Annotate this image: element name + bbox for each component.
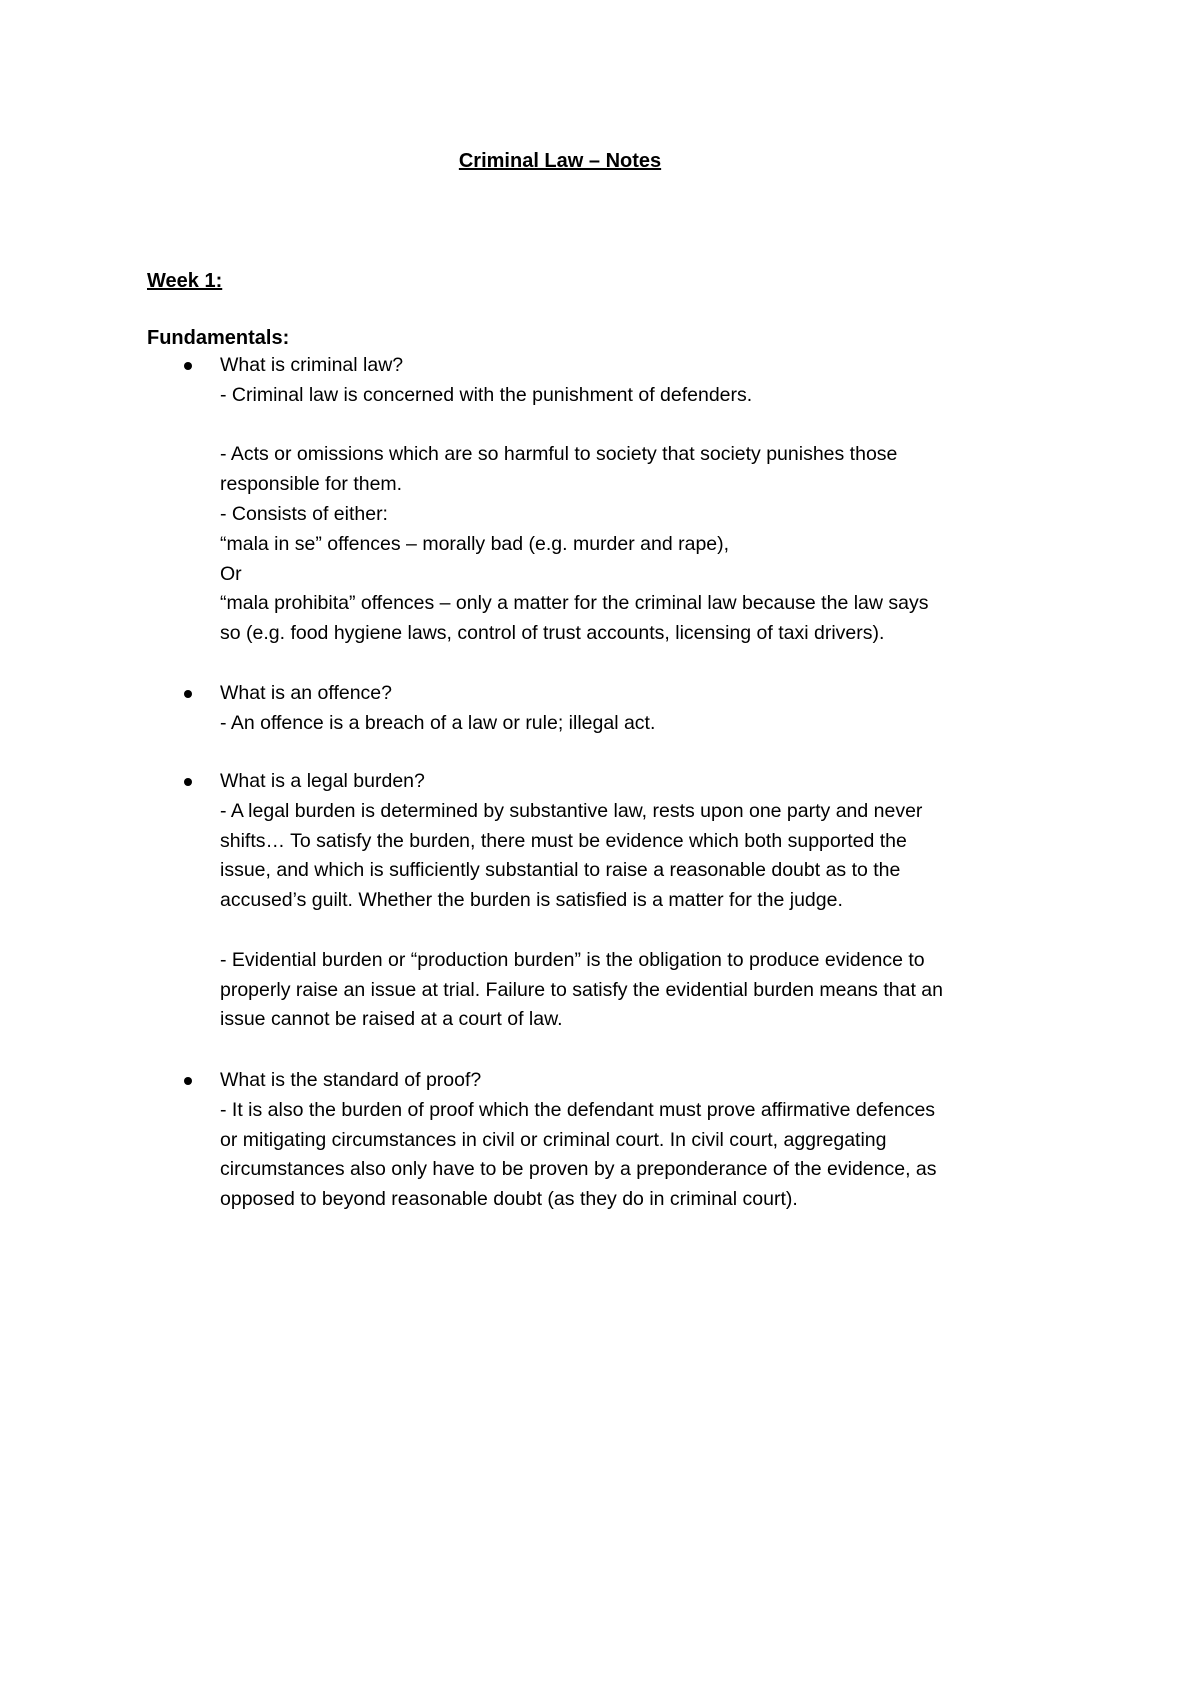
list-item xyxy=(220,679,1080,739)
item-text-line: Or xyxy=(220,562,242,585)
list-item xyxy=(220,351,1080,649)
item-text-line: or mitigating circumstances in civil or criminal court. In civil court, aggregating xyxy=(220,1128,887,1151)
item-text-line: issue, and which is sufficiently substantial to raise a reasonable doubt as to the xyxy=(220,859,901,882)
item-question: What is an offence? xyxy=(220,682,392,704)
line-gap xyxy=(220,916,1080,946)
item-question: What is a legal burden? xyxy=(220,770,425,792)
item-text-line: circumstances also only have to be proven by a preponderance of the evidence, as xyxy=(220,1158,937,1181)
item-text-line: - Criminal law is concerned with the punishment of defenders. xyxy=(220,383,753,406)
item-text-line: - Acts or omissions which are so harmful to society that society punishes those xyxy=(220,443,898,466)
bullet-icon xyxy=(184,362,192,370)
item-text-line: so (e.g. food hygiene laws, control of trust accounts, licensing of taxi drivers). xyxy=(220,622,885,645)
item-question: What is criminal law? xyxy=(220,354,404,376)
item-text-line: - It is also the burden of proof which the defendant must prove affirmative defences xyxy=(220,1098,936,1121)
item-text-line: - A legal burden is determined by substantive law, rests upon one party and never xyxy=(220,799,923,822)
item-text-line: - An offence is a breach of a law or rule; illegal act. xyxy=(220,711,656,734)
line-gap xyxy=(220,411,1080,441)
item-text-line: accused’s guilt. Whether the burden is satisfied is a matter for the judge. xyxy=(220,889,843,912)
item-question: What is the standard of proof? xyxy=(220,1069,482,1091)
item-text-line: properly raise an issue at trial. Failure to satisfy the evidential burden means that an xyxy=(220,978,943,1001)
item-text-line: shifts… To satisfy the burden, there must be evidence which both supported the xyxy=(220,829,907,852)
bullet-icon xyxy=(184,778,192,786)
list-item xyxy=(220,767,1080,1035)
item-text-line: “mala in se” offences – morally bad (e.g. murder and rape), xyxy=(220,532,730,555)
section-heading: Fundamentals: xyxy=(147,327,290,349)
item-text-line: responsible for them. xyxy=(220,473,403,496)
item-text-line: - Evidential burden or “production burden” is the obligation to produce evidence to xyxy=(220,948,925,971)
item-text-line: “mala prohibita” offences – only a matter for the criminal law because the law says xyxy=(220,592,929,615)
list-item xyxy=(220,1066,1080,1215)
item-text-line: - Consists of either: xyxy=(220,502,388,525)
bullet-icon xyxy=(184,1077,192,1085)
item-text-line: issue cannot be raised at a court of law. xyxy=(220,1008,563,1031)
bullet-icon xyxy=(184,690,192,698)
document-title: Criminal Law – Notes xyxy=(458,150,662,172)
item-text-line: opposed to beyond reasonable doubt (as they do in criminal court). xyxy=(220,1188,798,1211)
week-heading: Week 1: xyxy=(147,270,223,292)
